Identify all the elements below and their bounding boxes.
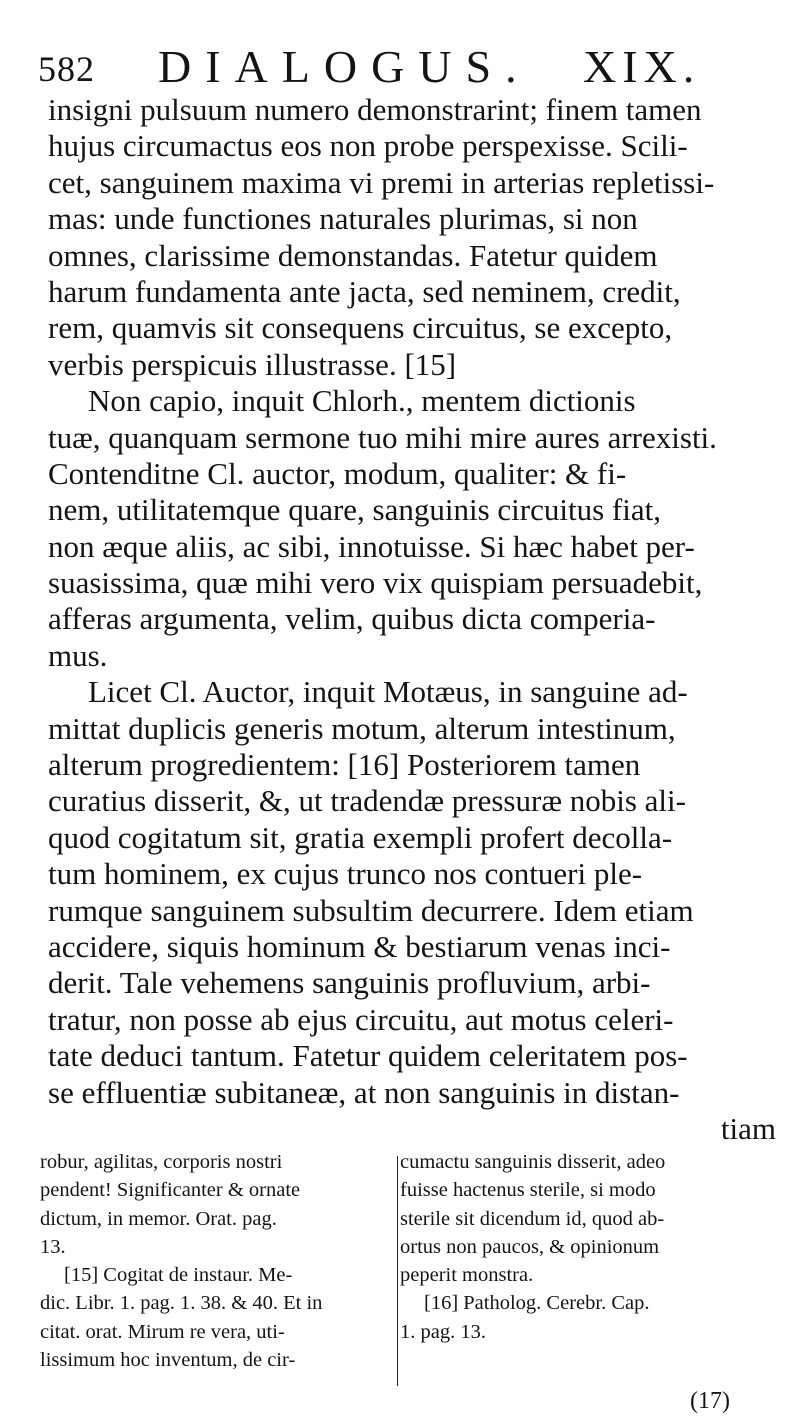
text-line: tum hominem, ex cujus trunco nos contueri ple-: [48, 856, 643, 892]
text-line: mas: unde functiones naturales plurimas, si non: [48, 201, 638, 237]
text-line: insigni pulsuum numero demonstrarint; finem tamen: [48, 92, 702, 127]
text-line: verbis perspicuis illustrasse. [15]: [48, 346, 457, 382]
text-line: tuæ, quanquam sermone tuo mihi mire aures arrexisti.: [48, 419, 717, 455]
footnote-line: robur, agilitas, corporis nostri: [40, 1151, 283, 1173]
text-line: tate deduci tantum. Fatetur quidem celeritatem pos-: [48, 1038, 688, 1074]
paragraph-start-line: Non capio, inquit Chlorh., mentem dictionis: [88, 383, 636, 419]
text-line: suasissima, quæ mihi vero vix quispiam persuadebit,: [48, 565, 703, 601]
footnote-line: 13.: [40, 1235, 66, 1258]
footnote-line: ortus non paucos, & opinionum: [400, 1235, 660, 1258]
footnote-line: lissimum hoc inventum, de cir-: [40, 1349, 296, 1372]
text-line: omnes, clarissime demonstandas. Fatetur quidem: [48, 237, 658, 273]
text-line: derit. Tale vehemens sanguinis profluvium, arbi-: [48, 965, 651, 1001]
footnote-line: pendent! Significanter & ornate: [40, 1179, 301, 1202]
footnote-line: citat. orat. Mirum re vera, uti-: [40, 1320, 285, 1343]
main-text: [48, 92, 778, 1147]
paragraph-start-line: Licet Cl. Auctor, inquit Motæus, in sanguine ad-: [88, 674, 688, 710]
footnote-line: 1. pag. 13.: [400, 1320, 486, 1343]
text-line: quod cogitatum sit, gratia exempli profert decolla-: [48, 819, 673, 855]
column-divider: [397, 1156, 398, 1386]
text-line: curatius disserit, &, ut tradendæ pressuræ nobis ali-: [48, 783, 686, 819]
text-line: afferas argumenta, velim, quibus dicta comperia-: [48, 601, 656, 637]
text-line: mus.: [48, 637, 108, 673]
footnotes: [40, 1148, 780, 1388]
text-line: cet, sanguinem maxima vi premi in arterias repletissi-: [48, 164, 715, 200]
running-title: DIALOGUS.: [158, 41, 531, 92]
text-line: rem, quamvis sit consequens circuitus, se excepto,: [48, 310, 673, 346]
section-number: XIX.: [583, 41, 701, 92]
footnote-line: [15] Cogitat de instaur. Me-: [64, 1264, 293, 1287]
text-line: harum fundamenta ante jacta, sed neminem, credit,: [48, 273, 681, 309]
footnote-line: peperit monstra.: [400, 1264, 534, 1287]
footnote-line: dictum, in memor. Orat. pag.: [40, 1207, 277, 1230]
text-line: Contenditne Cl. auctor, modum, qualiter: & fi-: [48, 455, 627, 491]
footnote-line: [16] Patholog. Cerebr. Cap.: [424, 1292, 650, 1315]
text-line: rumque sanguinem subsultim decurrere. Idem etiam: [48, 892, 694, 928]
text-line: tratur, non posse ab ejus circuitu, aut motus celeri-: [48, 1001, 674, 1037]
page-header: [38, 40, 701, 96]
text-line: non æque aliis, ac sibi, innotuisse. Si hæc habet per-: [48, 528, 695, 564]
text-line: accidere, siquis hominum & bestiarum venas inci-: [48, 928, 671, 964]
footnote-line: cumactu sanguinis disserit, adeo: [400, 1151, 666, 1173]
footnote-column-right: [400, 1148, 755, 1346]
text-line: hujus circumactus eos non probe perspexisse. Scili-: [48, 128, 688, 164]
text-line: alterum progredientem: [16] Posteriorem tamen: [48, 747, 641, 783]
signature-mark: (17): [690, 1388, 730, 1414]
footnote-line: fuisse hactenus sterile, si modo: [400, 1179, 656, 1202]
text-line: nem, utilitatemque quare, sanguinis circuitus fiat,: [48, 492, 661, 528]
footnote-line: dic. Libr. 1. pag. 1. 38. & 40. Et in: [40, 1292, 323, 1315]
text-line: se effluentiæ subitaneæ, at non sanguinis in distan-: [48, 1074, 680, 1110]
catchword: tiam: [720, 1110, 776, 1146]
page-number: 582: [38, 49, 95, 89]
text-line: mittat duplicis generis motum, alterum intestinum,: [48, 710, 676, 746]
footnote-column-left: [40, 1148, 395, 1374]
footnote-line: sterile sit dicendum id, quod ab-: [400, 1207, 665, 1230]
